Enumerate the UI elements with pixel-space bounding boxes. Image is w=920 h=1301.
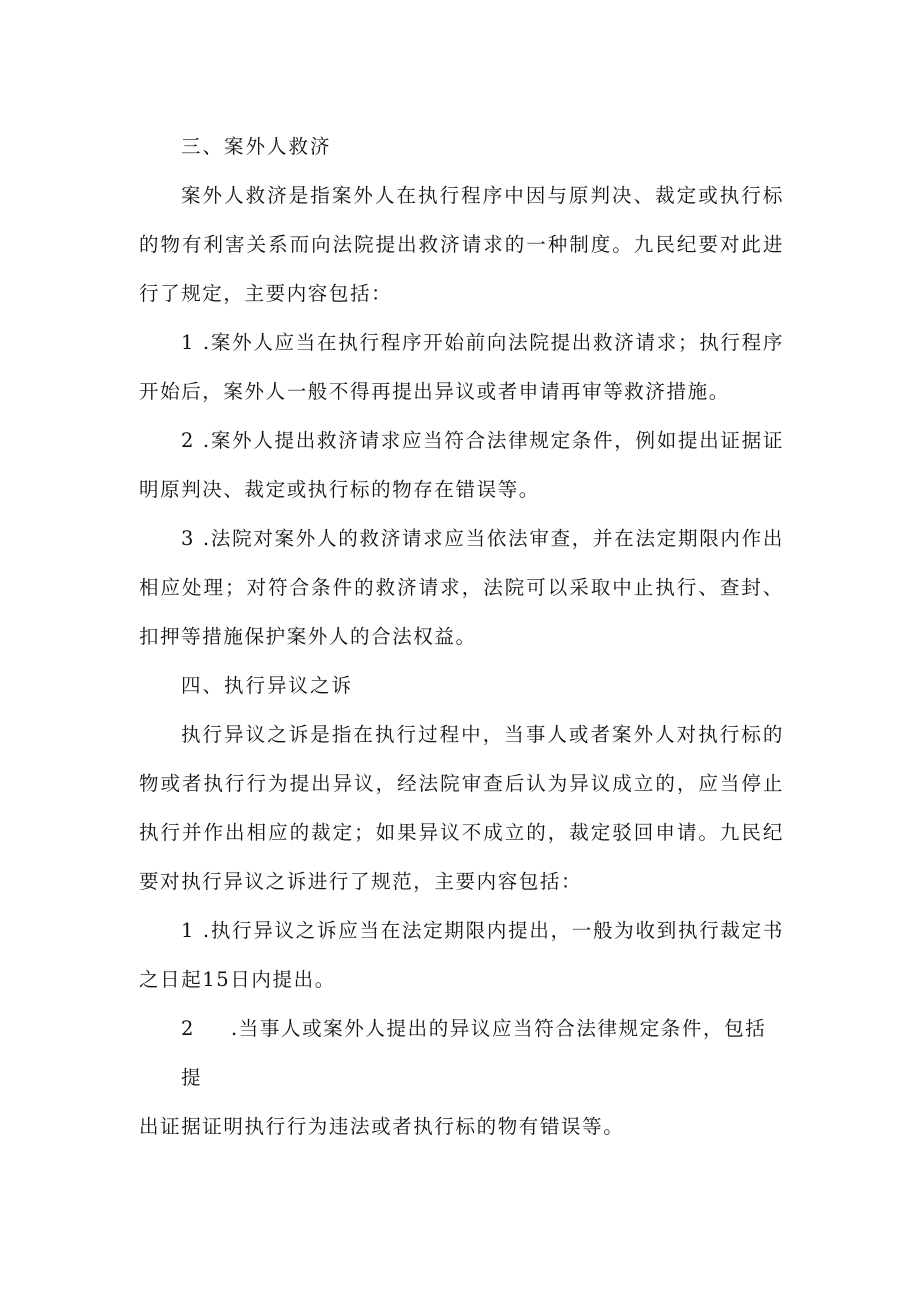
paragraph-case-outsider-relief-intro: 案外人救济是指案外人在执行程序中因与原判决、裁定或执行标的物有利害关系而向法院提出救济请求的一种制度。九民纪要对此进行了规定，主要内容包括： <box>139 184 784 305</box>
list-item-relief-3: 3 .法院对案外人的救济请求应当依法审查，并在法定期限内作出相应处理；对符合条件的救济请求，法院可以采取中止执行、查封、扣押等措施保护案外人的合法权益。 <box>139 527 784 648</box>
paragraph-execution-objection-intro: 执行异议之诉是指在执行过程中，当事人或者案外人对执行标的物或者执行行为提出异议，经法院审查后认为异议成立的，应当停止执行并作出相应的裁定；如果异议不成立的，裁定驳回申请。九民纪要对执行异议之诉进行了规范，主要内容包括： <box>139 723 784 893</box>
section-heading-case-outsider-relief: 三、案外人救济 <box>181 135 332 158</box>
list-item-text-line1: .当事人或案外人提出的异议应当符合法律规定条件，包括提 <box>181 1017 767 1089</box>
document-body <box>139 122 784 1151</box>
list-item-number: 2 <box>181 1017 196 1040</box>
list-item-objection-1: 1 .执行异议之诉应当在法定期限内提出，一般为收到执行裁定书之日起15日内提出。 <box>139 919 784 991</box>
list-item-objection-2 <box>139 1004 784 1151</box>
section-heading-execution-objection-suit: 四、执行异议之诉 <box>181 674 354 697</box>
list-item-relief-1: 1 .案外人应当在执行程序开始前向法院提出救济请求；执行程序开始后，案外人一般不得再提出异议或者申请再审等救济措施。 <box>139 331 784 403</box>
list-item-text-line2: 出证据证明执行行为违法或者执行标的物有错误等。 <box>139 1115 625 1138</box>
list-item-relief-2: 2 .案外人提出救济请求应当符合法律规定条件，例如提出证据证明原判决、裁定或执行标的物存在错误等。 <box>139 429 784 501</box>
